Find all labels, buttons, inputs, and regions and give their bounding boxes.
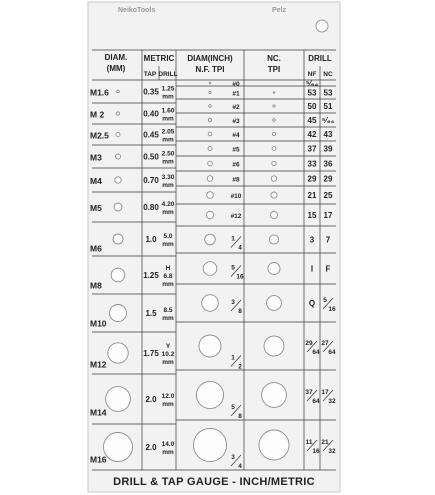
metric-drill-value: mm xyxy=(162,136,174,144)
metric-drill-value: mm xyxy=(162,93,174,101)
nf-drill-size: 21 xyxy=(307,191,317,200)
nc-drill-size-numerator: 21 xyxy=(321,439,329,446)
nc-drill-size-denominator: 64 xyxy=(328,349,336,356)
metric-drill-hole xyxy=(116,112,119,115)
header-drill-right: DRILL xyxy=(308,54,332,63)
nc-drill-size: 43 xyxy=(323,130,333,139)
nc-drill-size: 25 xyxy=(323,191,333,200)
inch-size-label: #3 xyxy=(232,118,240,125)
nc-tap-hole xyxy=(273,92,275,94)
metric-drill-value: mm xyxy=(162,182,174,189)
nc-drill-size: 53 xyxy=(323,88,333,98)
header-drill: DRILL xyxy=(158,71,178,78)
nc-tap-hole xyxy=(262,383,287,408)
metric-drill-value: 1.60 xyxy=(161,107,175,115)
metric-tap-pitch: 0.45 xyxy=(143,130,159,140)
metric-tap-pitch: 0.35 xyxy=(143,87,159,97)
metric-drill-value: mm xyxy=(162,359,174,366)
nf-drill-size: 33 xyxy=(307,159,317,169)
nc-tap-hole xyxy=(272,161,276,165)
nc-drill-size-denominator: 16 xyxy=(328,306,336,313)
metric-size-label: M12 xyxy=(90,359,107,370)
metric-drill-value: mm xyxy=(162,315,174,322)
brand-right-text: Pelz xyxy=(272,7,287,14)
metric-drill-value: mm xyxy=(162,209,174,216)
metric-size-label: M8 xyxy=(90,280,102,291)
metric-drill-value: 8.5 xyxy=(163,307,173,314)
inch-size-label-denominator: 8 xyxy=(238,308,242,315)
nc-tap-hole xyxy=(272,132,275,135)
metric-tap-pitch: 1.25 xyxy=(143,271,159,280)
nc-drill-size-denominator: 32 xyxy=(328,448,336,455)
nc-drill-size: 51 xyxy=(323,102,333,111)
metric-drill-hole xyxy=(113,234,123,244)
nf-tap-hole xyxy=(202,295,219,312)
nf-drill-size: Q xyxy=(308,299,316,308)
nf-tap-hole xyxy=(208,147,212,151)
nf-drill-size-denominator: 64 xyxy=(312,349,320,356)
nf-tap-hole xyxy=(205,234,216,245)
metric-tap-pitch: 2.0 xyxy=(145,443,157,452)
nc-tap-hole xyxy=(273,119,276,122)
metric-drill-value: 3.30 xyxy=(161,174,175,181)
metric-drill-value: 5.0 xyxy=(163,233,173,240)
metric-tap-pitch: 0.50 xyxy=(143,152,159,162)
metric-drill-value: 10.2 xyxy=(161,351,175,358)
nf-drill-size-denominator: 64 xyxy=(312,398,320,405)
metric-size-label: M6 xyxy=(90,243,102,254)
nc-drill-size-denominator: 32 xyxy=(328,398,336,405)
metric-tap-pitch: 1.5 xyxy=(145,309,157,318)
nc-drill-size-numerator: 5 xyxy=(323,297,327,304)
nc-drill-size-numerator: 27 xyxy=(321,340,329,347)
inch-size-label-numerator: 3 xyxy=(231,454,235,461)
nc-drill-size: ⁵⁄₆₄ xyxy=(321,116,335,125)
nc-tap-hole xyxy=(271,176,276,181)
metric-size-label: M10 xyxy=(90,318,107,329)
metric-drill-value: mm xyxy=(162,281,174,288)
metric-size-label: M1.6 xyxy=(90,87,109,98)
metric-size-label: M2.5 xyxy=(90,130,109,141)
nf-drill-size: 29 xyxy=(307,174,317,184)
metric-drill-hole xyxy=(110,305,127,322)
inch-size-label-denominator: 16 xyxy=(236,273,244,281)
inch-size-label-numerator: 1 xyxy=(231,354,235,362)
metric-drill-value: mm xyxy=(162,241,174,248)
metric-size-label: M5 xyxy=(90,203,102,213)
nf-drill-size: 42 xyxy=(307,130,317,139)
header-diam-mm-2: (MM) xyxy=(106,64,126,73)
nc-drill-size: 7 xyxy=(325,235,331,245)
nf-drill-size-numerator: 11 xyxy=(305,439,313,446)
metric-tap-pitch: 0.40 xyxy=(143,109,159,119)
metric-drill-value: 2.50 xyxy=(161,150,175,158)
header-nf: NF xyxy=(307,71,317,78)
nf-drill-size: 45 xyxy=(307,116,317,125)
metric-tap-pitch: 1.0 xyxy=(145,235,157,244)
metric-drill-hole xyxy=(114,203,122,211)
inch-size-label-denominator: 8 xyxy=(238,413,242,420)
nf-tap-hole xyxy=(209,91,211,93)
header-diam-inch: DIAM(INCH) xyxy=(187,54,233,63)
nc-tap-hole xyxy=(272,147,276,151)
metric-drill-value: H xyxy=(165,265,171,272)
header-nc-drill: NC xyxy=(323,71,333,78)
metric-drill-value: mm xyxy=(162,449,174,456)
metric-size-label: M3 xyxy=(90,152,102,163)
inch-size-label: #10 xyxy=(230,193,242,200)
nf-tap-hole xyxy=(199,335,221,357)
metric-size-label: M14 xyxy=(90,407,107,418)
nc-tap-hole xyxy=(273,105,275,107)
metric-drill-hole xyxy=(116,154,121,159)
inch-size-label-numerator: 5 xyxy=(231,264,235,272)
nc-drill-size-numerator: 17 xyxy=(321,389,329,396)
metric-tap-pitch: 1.75 xyxy=(143,349,159,358)
inch-size-label-numerator: 3 xyxy=(231,299,235,306)
metric-size-label: M16 xyxy=(90,454,107,465)
nf-drill-size: 15 xyxy=(307,211,317,220)
header-metric: METRIC xyxy=(143,54,175,63)
nc-drill-size: 36 xyxy=(323,159,333,169)
nf-drill-size: 37 xyxy=(307,144,317,154)
nf-tap-hole xyxy=(209,119,212,122)
metric-drill-hole xyxy=(104,433,133,462)
header-nf-tpi: N.F. TPI xyxy=(195,65,225,74)
metric-drill-value: mm xyxy=(162,115,174,123)
metric-drill-hole xyxy=(117,90,120,93)
gauge-title: DRILL & TAP GAUGE - INCH/METRIC xyxy=(113,476,315,488)
nf-tap-hole xyxy=(209,105,212,108)
nc-tap-hole xyxy=(271,192,277,198)
nf-tap-hole xyxy=(207,192,214,199)
metric-tap-pitch: 0.70 xyxy=(143,176,159,185)
nf-tap-hole xyxy=(203,262,217,276)
metric-drill-hole xyxy=(111,268,125,282)
inch-size-label-denominator: 2 xyxy=(238,363,242,371)
nc-tap-hole xyxy=(268,263,280,275)
metric-drill-hole xyxy=(115,177,121,183)
header-tap: TAP xyxy=(143,71,157,78)
nf-tap-hole xyxy=(206,211,213,218)
nf-drill-size-denominator: 16 xyxy=(312,448,320,455)
metric-size-label: M 2 xyxy=(90,109,105,120)
header-nc: NC. xyxy=(267,54,281,63)
nc-tap-hole xyxy=(269,235,278,244)
nf-drill-size-numerator: 29 xyxy=(305,340,313,347)
nf-tap-hole xyxy=(207,176,213,182)
metric-drill-value: mm xyxy=(162,401,174,408)
inch-size-label: #5 xyxy=(232,146,240,154)
hanging-hole xyxy=(316,20,328,32)
metric-drill-value: 1.25 xyxy=(161,85,175,93)
inch-size-label: #0 xyxy=(232,81,240,88)
metric-drill-value: 4.20 xyxy=(161,201,175,208)
metric-drill-value: 2.05 xyxy=(161,128,175,136)
metric-drill-value: 14.0 xyxy=(161,441,175,448)
inch-size-label: #1 xyxy=(232,90,240,98)
nc-drill-size: F xyxy=(325,264,331,274)
inch-size-label-denominator: 4 xyxy=(238,244,242,252)
metric-drill-value: 12.0 xyxy=(161,393,175,400)
nc-tap-hole xyxy=(264,336,284,356)
nf-drill-size: 53 xyxy=(307,88,317,98)
header-diam-mm-1: DIAM. xyxy=(104,53,128,62)
metric-drill-hole xyxy=(108,343,128,363)
metric-tap-pitch: 0.80 xyxy=(143,203,159,212)
metric-drill-value: Y xyxy=(165,343,171,350)
inch-size-label-numerator: 5 xyxy=(231,404,235,411)
inch-size-label: #12 xyxy=(230,213,242,220)
nf-drill-size: 3 xyxy=(309,235,315,245)
nf-tap-hole xyxy=(193,428,226,461)
metric-tap-pitch: 2.0 xyxy=(145,395,157,404)
metric-size-label: M4 xyxy=(90,176,102,186)
nf-tap-hole xyxy=(208,132,212,136)
gauge-plate xyxy=(88,2,340,492)
nc-drill-size: 39 xyxy=(323,144,333,154)
inch-size-label: #6 xyxy=(232,161,240,169)
inch-size-label: #2 xyxy=(232,104,240,111)
nc-drill-size: 17 xyxy=(323,211,333,220)
nf-tap-hole xyxy=(196,381,223,408)
metric-drill-hole xyxy=(116,132,120,136)
nf-drill-size-numerator: 37 xyxy=(305,389,313,396)
nf-tap-hole xyxy=(208,161,213,166)
inch-size-label-denominator: 4 xyxy=(238,463,242,470)
nf-drill-size: 50 xyxy=(307,102,317,111)
inch-size-label: #8 xyxy=(232,176,240,184)
inch-size-label: #4 xyxy=(232,132,240,139)
metric-drill-value: 6.8 xyxy=(163,273,173,280)
header-nc-tpi: TPI xyxy=(267,65,281,74)
brand-text: NeikoTools xyxy=(118,7,156,14)
nc-drill-size: 29 xyxy=(323,174,333,184)
nf-drill-size: ⁵⁄₆₄ xyxy=(305,79,319,88)
nf-tap-hole xyxy=(209,82,211,84)
nc-tap-hole xyxy=(270,211,277,218)
nf-drill-size: I xyxy=(310,264,314,274)
inch-size-label-numerator: 1 xyxy=(231,235,235,243)
metric-drill-value: mm xyxy=(162,158,174,166)
nc-tap-hole xyxy=(259,430,289,460)
nc-tap-hole xyxy=(267,296,282,311)
metric-drill-hole xyxy=(106,387,131,412)
